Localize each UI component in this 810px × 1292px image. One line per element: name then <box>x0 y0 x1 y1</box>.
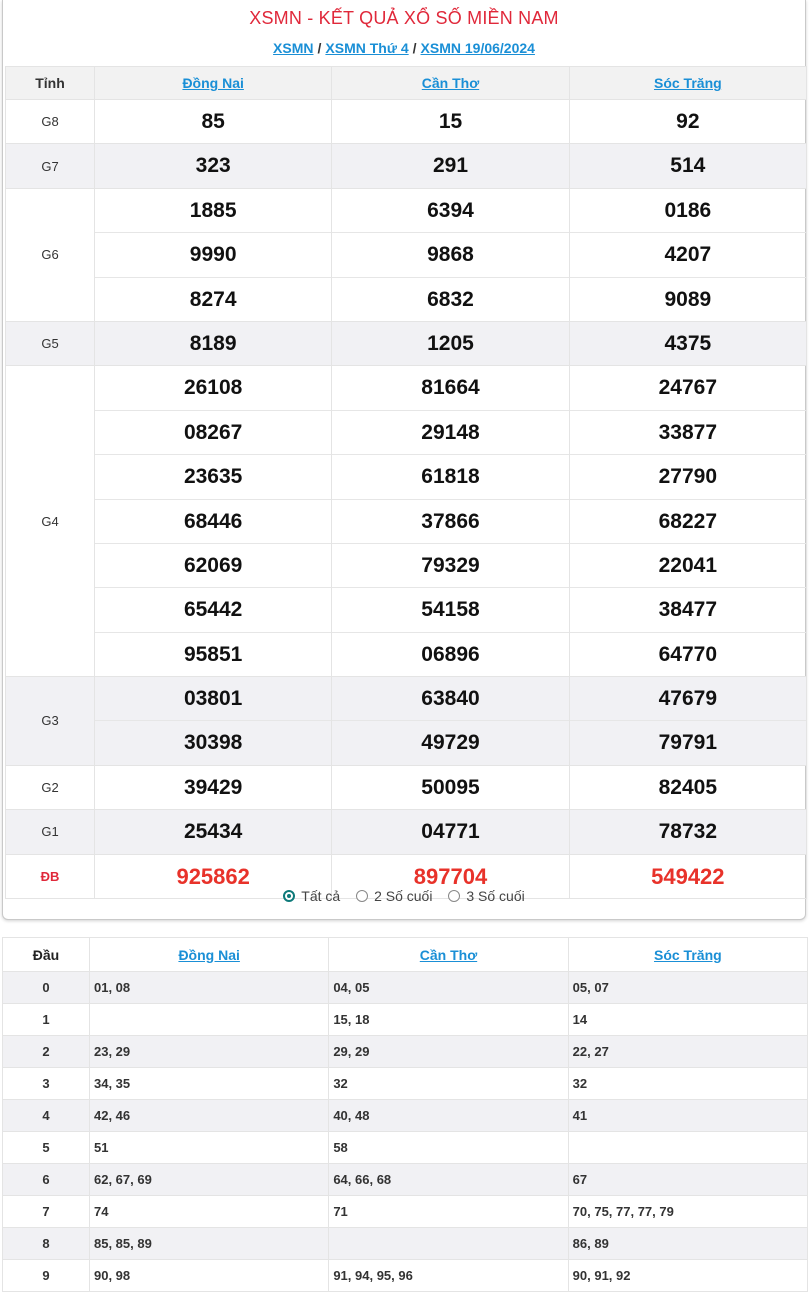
loto-cell: 62, 67, 69 <box>90 1164 329 1196</box>
prize-cell <box>95 810 332 854</box>
prize-cell <box>332 810 569 854</box>
prize-number: 85 <box>201 110 225 133</box>
prize-number: 323 <box>195 154 231 178</box>
prize-number: 30398 <box>95 720 331 764</box>
prize-number: 23635 <box>95 454 331 498</box>
prize-label: ĐB <box>6 854 95 898</box>
loto-row <box>3 1004 808 1036</box>
prize-number: 27790 <box>570 454 806 498</box>
loto-row <box>3 1068 808 1100</box>
prize-row <box>6 188 807 321</box>
loto-row <box>3 1196 808 1228</box>
loto-row <box>3 1260 808 1292</box>
prize-number: 1885 <box>189 198 237 222</box>
prize-number: 82405 <box>658 775 718 799</box>
prize-number: 8189 <box>189 331 237 355</box>
prize-number: 291 <box>432 154 469 178</box>
loto-province-dong-nai[interactable]: Đồng Nai <box>178 946 240 963</box>
prize-cell <box>332 100 569 144</box>
prize-number: 79791 <box>570 720 806 764</box>
prize-cell <box>332 144 569 188</box>
loto-cell: 40, 48 <box>329 1100 568 1132</box>
prize-label: G8 <box>6 100 95 144</box>
prize-label: G5 <box>6 321 95 365</box>
prize-cell <box>569 188 806 321</box>
prize-number: 06896 <box>332 632 568 676</box>
province-link-can-tho[interactable]: Cần Thơ <box>421 75 480 91</box>
prize-cell <box>332 321 569 365</box>
special-prize-number: 549422 <box>651 863 725 889</box>
prize-number: 49729 <box>332 720 568 764</box>
loto-cell: 04, 05 <box>329 972 568 1004</box>
prize-number: 68227 <box>570 499 806 543</box>
results-card <box>2 0 806 920</box>
loto-cell: 58 <box>329 1132 568 1164</box>
prize-number: 9089 <box>570 277 806 321</box>
breadcrumb-xsmn[interactable]: XSMN <box>273 40 314 56</box>
loto-head: 7 <box>3 1196 90 1228</box>
prize-number: 25434 <box>183 820 243 844</box>
prize-number: 37866 <box>332 499 568 543</box>
prize-number: 39429 <box>183 775 243 799</box>
prize-cell <box>95 100 332 144</box>
loto-cell: 01, 08 <box>90 972 329 1004</box>
filter-all[interactable]: Tất cả <box>283 888 340 904</box>
loto-cell: 42, 46 <box>90 1100 329 1132</box>
province-link-soc-trang[interactable]: Sóc Trăng <box>653 75 722 91</box>
filter-2-digits[interactable]: 2 Số cuối <box>356 888 432 904</box>
special-prize-number: 925862 <box>176 863 250 889</box>
prize-cell <box>95 366 332 677</box>
prize-number: 03801 <box>183 687 243 711</box>
loto-head: 3 <box>3 1068 90 1100</box>
loto-cell: 67 <box>568 1164 807 1196</box>
prize-cell <box>95 765 332 809</box>
prize-number: 50095 <box>421 775 480 799</box>
prize-number: 81664 <box>421 376 480 400</box>
loto-row <box>3 1164 808 1196</box>
prize-label: G2 <box>6 765 95 809</box>
prize-number: 61818 <box>332 454 568 498</box>
prize-row <box>6 100 807 144</box>
loto-province-soc-trang[interactable]: Sóc Trăng <box>653 946 722 963</box>
loto-cell: 91, 94, 95, 96 <box>329 1260 568 1292</box>
loto-cell: 85, 85, 89 <box>90 1228 329 1260</box>
prize-cell <box>332 366 569 677</box>
loto-head: 4 <box>3 1100 90 1132</box>
loto-cell <box>568 1132 807 1164</box>
radio-selected-icon[interactable] <box>283 890 295 902</box>
loto-head: 5 <box>3 1132 90 1164</box>
prize-number: 26108 <box>183 376 243 400</box>
prize-cell <box>569 100 806 144</box>
prize-row <box>6 810 807 854</box>
special-prize-number: 897704 <box>413 863 488 889</box>
prize-number: 54158 <box>332 587 568 631</box>
prize-number: 1205 <box>427 331 474 355</box>
prize-number: 78732 <box>658 820 718 844</box>
loto-cell: 41 <box>568 1100 807 1132</box>
loto-cell: 74 <box>90 1196 329 1228</box>
loto-cell: 22, 27 <box>568 1036 807 1068</box>
province-column-header: Tỉnh <box>6 67 95 100</box>
loto-head: 8 <box>3 1228 90 1260</box>
prize-label: G1 <box>6 810 95 854</box>
loto-row <box>3 972 808 1004</box>
prize-number: 4207 <box>570 232 806 276</box>
prize-number: 15 <box>438 110 463 133</box>
prize-number: 9868 <box>332 232 568 276</box>
page-title: XSMN - KẾT QUẢ XỔ SỐ MIỀN NAM <box>249 8 559 28</box>
loto-cell: 90, 91, 92 <box>568 1260 807 1292</box>
loto-row <box>3 1132 808 1164</box>
prize-cell <box>569 366 806 677</box>
loto-head: 6 <box>3 1164 90 1196</box>
prize-number: 6394 <box>427 198 474 222</box>
loto-row <box>3 1228 808 1260</box>
prize-number: 38477 <box>570 587 806 631</box>
prize-number: 92 <box>676 110 700 133</box>
loto-cell: 34, 35 <box>90 1068 329 1100</box>
loto-cell: 70, 75, 77, 77, 79 <box>568 1196 807 1228</box>
prize-number: 64770 <box>570 632 806 676</box>
loto-row <box>3 1100 808 1132</box>
prize-row <box>6 321 807 365</box>
loto-cell: 86, 89 <box>568 1228 807 1260</box>
loto-table <box>2 937 808 1292</box>
filter-3-digits[interactable]: 3 Số cuối <box>448 888 524 904</box>
prize-cell <box>569 765 806 809</box>
loto-province-can-tho[interactable]: Cần Thơ <box>419 946 478 963</box>
prize-cell <box>332 765 569 809</box>
loto-cell: 05, 07 <box>568 972 807 1004</box>
loto-head: 0 <box>3 972 90 1004</box>
prize-cell <box>95 321 332 365</box>
prize-cell <box>569 144 806 188</box>
results-table <box>5 66 807 899</box>
loto-head: 2 <box>3 1036 90 1068</box>
loto-head: 1 <box>3 1004 90 1036</box>
prize-number: 08267 <box>95 410 331 454</box>
loto-head: 9 <box>3 1260 90 1292</box>
prize-row <box>6 677 807 766</box>
prize-number: 04771 <box>421 820 480 844</box>
prize-number: 68446 <box>95 499 331 543</box>
prize-row <box>6 765 807 809</box>
radio-icon[interactable] <box>356 890 368 902</box>
loto-cell: 32 <box>329 1068 568 1100</box>
prize-number: 47679 <box>658 687 718 711</box>
prize-label: G6 <box>6 188 95 321</box>
loto-cell <box>90 1004 329 1036</box>
prize-number: 29148 <box>332 410 568 454</box>
loto-cell: 29, 29 <box>329 1036 568 1068</box>
loto-cell: 15, 18 <box>329 1004 568 1036</box>
breadcrumb: XSMN / XSMN Thứ 4 / XSMN 19/06/2024 <box>273 40 535 56</box>
prize-cell <box>95 144 332 188</box>
loto-cell: 71 <box>329 1196 568 1228</box>
prize-cell <box>569 810 806 854</box>
loto-row <box>3 1036 808 1068</box>
prize-number: 6832 <box>332 277 568 321</box>
loto-cell <box>329 1228 568 1260</box>
prize-number: 62069 <box>95 543 331 587</box>
loto-cell: 14 <box>568 1004 807 1036</box>
prize-number: 9990 <box>95 232 331 276</box>
prize-number: 0186 <box>664 198 712 222</box>
breadcrumb-xsmn-date[interactable]: XSMN 19/06/2024 <box>420 40 535 56</box>
prize-number: 22041 <box>570 543 806 587</box>
digit-filter <box>3 888 805 905</box>
prize-label: G3 <box>6 677 95 766</box>
province-link-dong-nai[interactable]: Đồng Nai <box>182 75 244 91</box>
prize-row <box>6 366 807 677</box>
breadcrumb-xsmn-thu4[interactable]: XSMN Thứ 4 <box>325 40 409 56</box>
prize-number: 63840 <box>421 687 480 711</box>
prize-cell <box>569 677 806 766</box>
loto-cell: 32 <box>568 1068 807 1100</box>
prize-number: 8274 <box>95 277 331 321</box>
prize-number: 79329 <box>332 543 568 587</box>
prize-number: 33877 <box>570 410 806 454</box>
loto-cell: 51 <box>90 1132 329 1164</box>
prize-label: G7 <box>6 144 95 188</box>
prize-cell <box>332 188 569 321</box>
prize-number: 24767 <box>658 376 718 400</box>
prize-cell <box>95 677 332 766</box>
loto-cell: 64, 66, 68 <box>329 1164 568 1196</box>
loto-cell: 90, 98 <box>90 1260 329 1292</box>
prize-number: 514 <box>670 154 706 178</box>
prize-cell <box>569 321 806 365</box>
prize-label: G4 <box>6 366 95 677</box>
prize-number: 65442 <box>95 587 331 631</box>
prize-cell <box>332 677 569 766</box>
prize-number: 4375 <box>664 331 712 355</box>
radio-icon[interactable] <box>448 890 460 902</box>
prize-row <box>6 144 807 188</box>
prize-cell <box>95 188 332 321</box>
loto-cell: 23, 29 <box>90 1036 329 1068</box>
prize-number: 95851 <box>95 632 331 676</box>
head-column-header: Đầu <box>3 938 90 972</box>
